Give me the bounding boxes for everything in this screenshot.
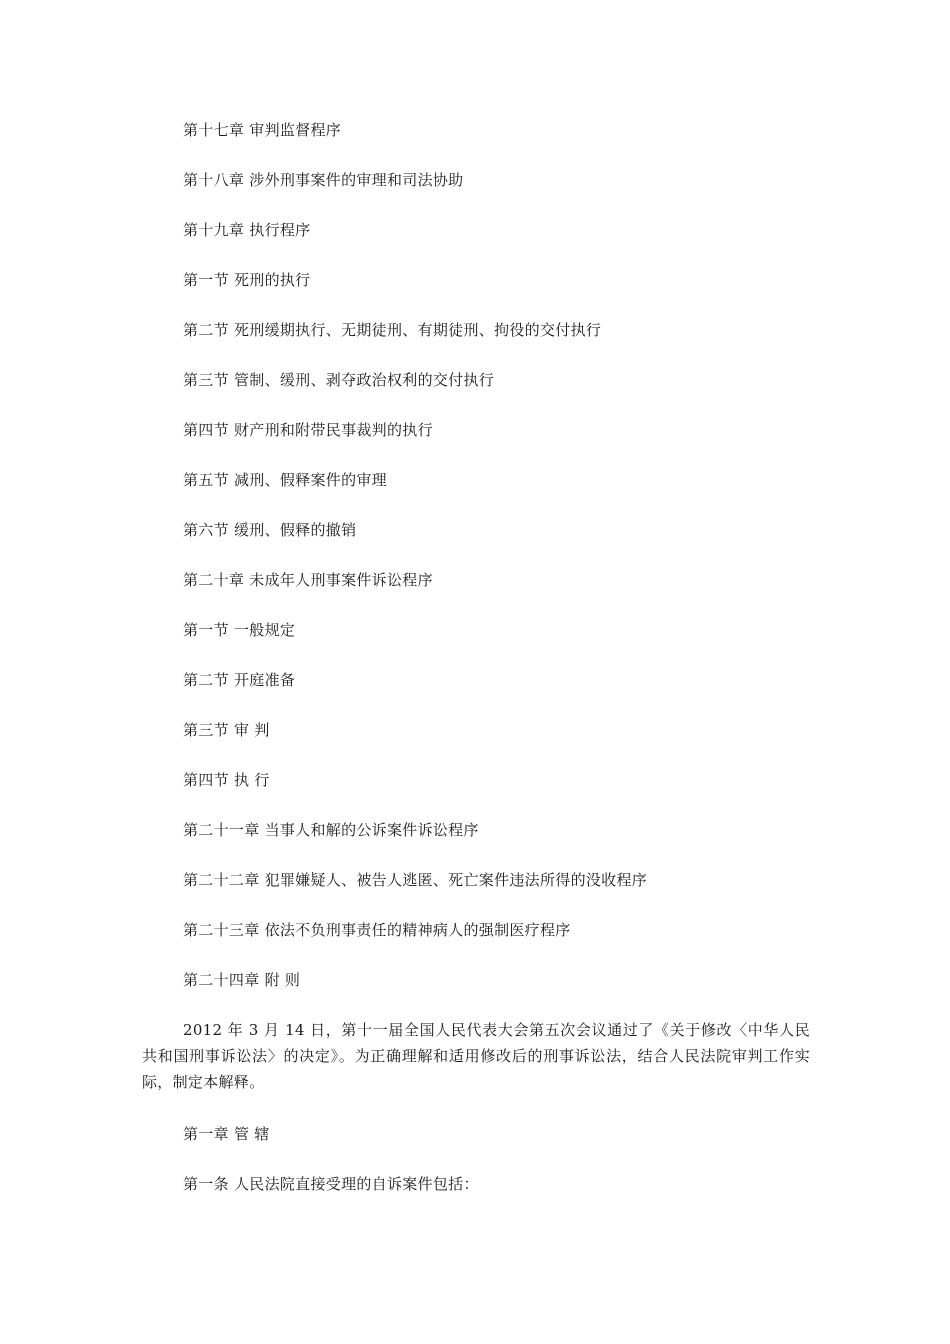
toc-line-ch18: 第十八章 涉外刑事案件的审理和司法协助: [183, 171, 464, 189]
toc-line-ch20-sec4: 第四节 执 行: [183, 771, 270, 789]
article-one: 第一条 人民法院直接受理的自诉案件包括：: [183, 1175, 479, 1193]
toc-line-ch22: 第二十二章 犯罪嫌疑人、被告人逃匿、死亡案件违法所得的没收程序: [183, 871, 648, 889]
toc-line-ch19-sec6: 第六节 缓刑、假释的撤销: [183, 521, 357, 539]
toc-line-ch19-sec3: 第三节 管制、缓刑、剥夺政治权利的交付执行: [183, 371, 495, 389]
toc-line-ch20-sec1: 第一节 一般规定: [183, 621, 296, 639]
toc-line-ch20-sec2: 第二节 开庭准备: [183, 671, 296, 689]
toc-line-ch19-sec1: 第一节 死刑的执行: [183, 271, 311, 289]
toc-line-ch23: 第二十三章 依法不负刑事责任的精神病人的强制医疗程序: [183, 921, 571, 939]
toc-line-ch19-sec2: 第二节 死刑缓期执行、无期徒刑、有期徒刑、拘役的交付执行: [183, 321, 602, 339]
toc-line-ch21: 第二十一章 当事人和解的公诉案件诉讼程序: [183, 821, 479, 839]
toc-line-ch24: 第二十四章 附 则: [183, 971, 301, 989]
toc-line-ch19: 第十九章 执行程序: [183, 221, 311, 239]
toc-line-ch19-sec5: 第五节 减刑、假释案件的审理: [183, 471, 387, 489]
toc-line-ch20-sec3: 第三节 审 判: [183, 721, 270, 739]
toc-line-ch20: 第二十章 未成年人刑事案件诉讼程序: [183, 571, 433, 589]
toc-line-ch17: 第十七章 审判监督程序: [183, 121, 342, 139]
toc-line-ch19-sec4: 第四节 财产刑和附带民事裁判的执行: [183, 421, 433, 439]
chapter-one-heading: 第一章 管 辖: [183, 1125, 270, 1143]
preamble-paragraph: 2012 年 3 月 14 日，第十一届全国人民代表大会第五次会议通过了《关于修改〈中华人民共和国刑事诉讼法〉的决定》。为正确理解和适用修改后的刑事诉讼法，结合人民法院审判工作实际，制定本解释。: [142, 1021, 810, 1091]
